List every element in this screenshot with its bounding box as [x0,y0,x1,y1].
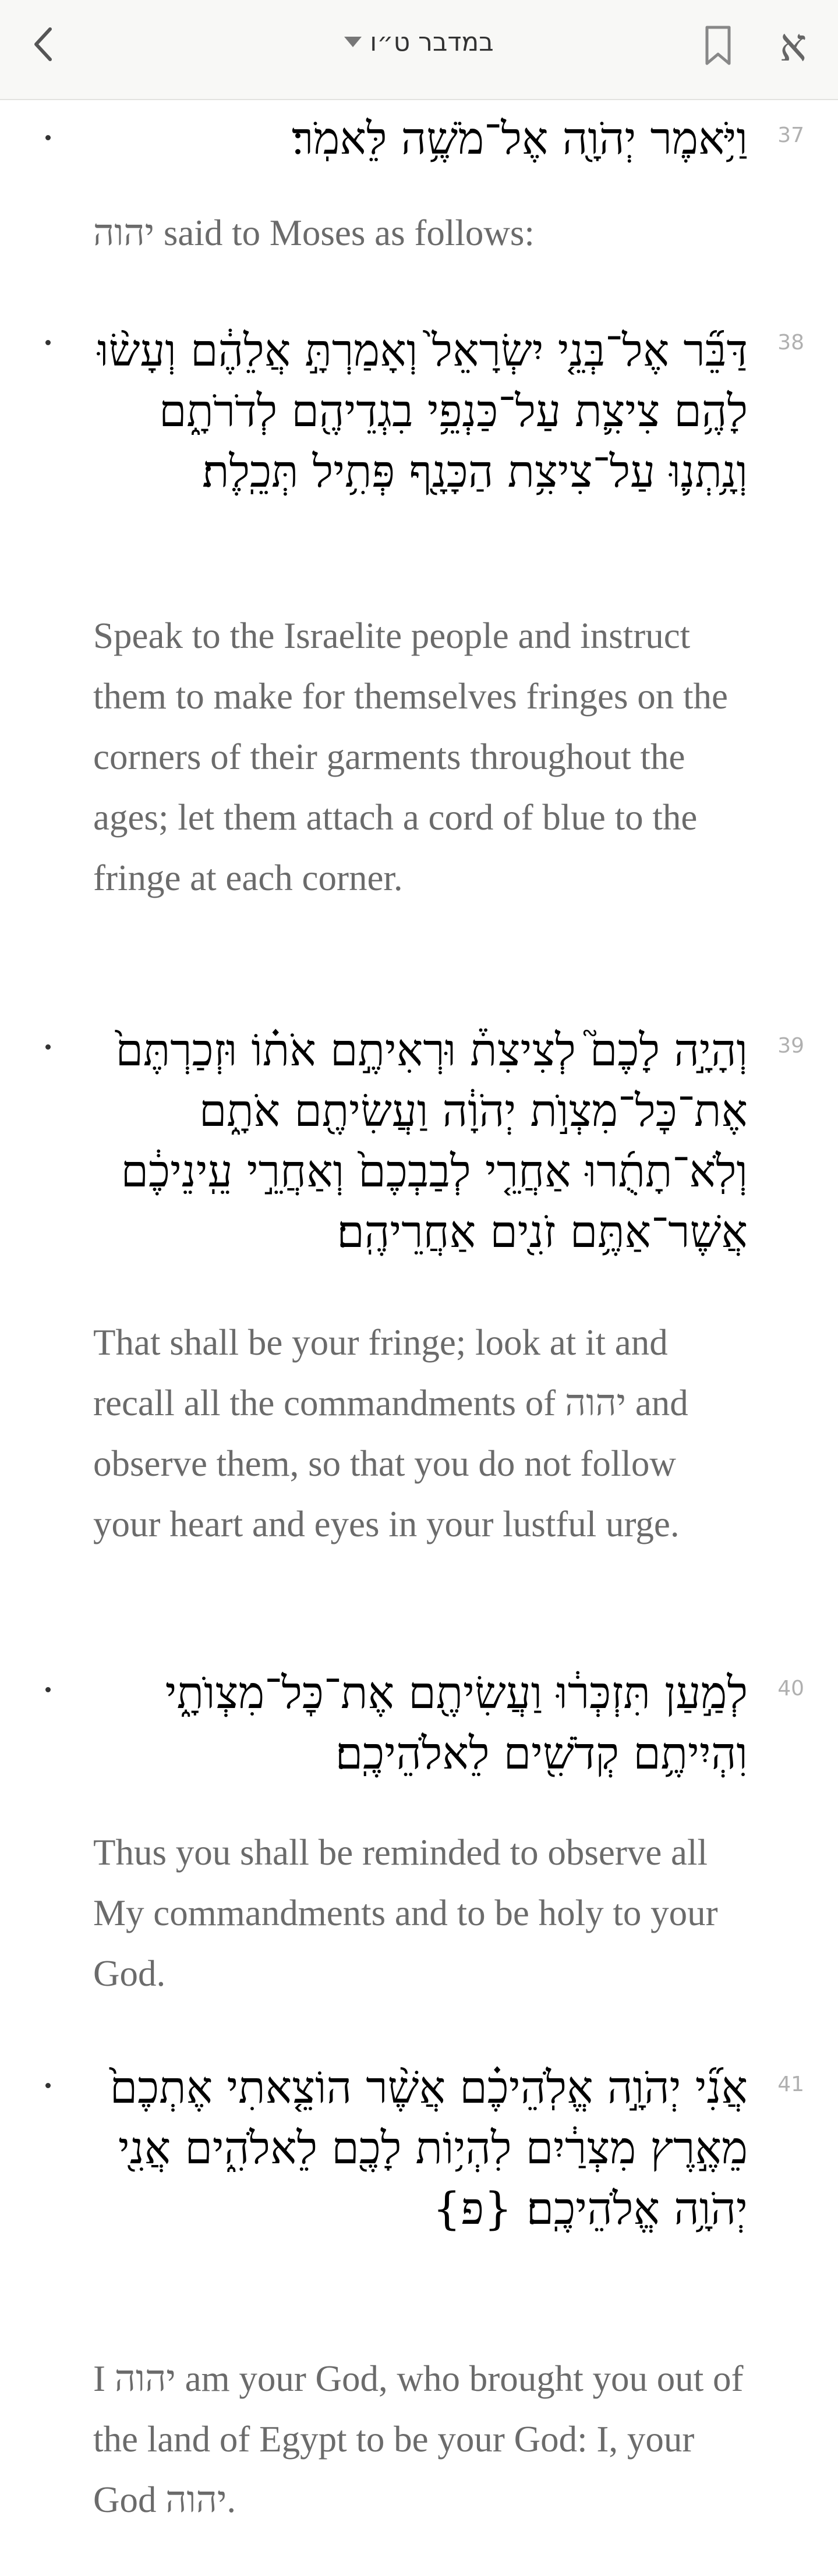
english-verse-text[interactable]: Thus you shall be reminded to observe all My commandments and to be holy to your God. [93,1832,718,1994]
hebrew-verse-text[interactable]: וְהָיָ֣ה לָכֶם֮ לְצִיצִת֒ וּרְאִיתֶ֣ם אֹת֗וֹ וּזְכַרְתֶּם֙ אֶת־כׇּל־מִצְוֺ֣ת יְהֹוָ֔ה וַעֲשִׂיתֶ֖ם אֹתָ֑ם וְלֹֽא־תָתֻ֜רוּ אַחֲרֵ֤י לְבַבְכֶם֙ וְאַחֲרֵ֣י עֵֽינֵיכֶ֔ם אֲשֶׁר־אַתֶּ֥ם זֹנִ֖ים אַחֲרֵיהֶֽם׃ [115,1024,748,1257]
chevron-left-icon [33,27,54,62]
top-bar [0,0,838,100]
verse-dot-icon [45,135,51,140]
english-verse-text[interactable]: I יהוה am your God, who brought you out of the land of Egypt to be your God: I, your God יהוה. [93,2358,744,2520]
english-verse-text[interactable]: That shall be your fringe; look at it and recall all the commandments of יהוה and observe them, so that you do not follow your heart and eyes in your lustful urge. [93,1322,688,1544]
back-button[interactable] [26,22,61,66]
english-verse-text[interactable]: יהוה said to Moses as follows: [93,212,535,253]
verse-dot-icon [45,340,51,345]
bookmark-button[interactable] [699,21,737,70]
verse-number: 40 [777,1677,804,1700]
caret-down-icon [344,37,362,47]
verse-number: 39 [777,1034,804,1058]
verse-number: 38 [777,331,804,355]
hebrew-verse-text[interactable]: אֲנִ֞י יְהֹוָ֣ה אֱלֹֽהֵיכֶ֗ם אֲשֶׁ֨ר הוֹצֵ֤אתִי אֶתְכֶם֙ מֵאֶ֣רֶץ מִצְרַ֔יִם לִהְי֥וֹת לָכֶ֖ם לֵאלֹהִ֑ים אֲנִ֖י יְהֹוָ֥ה אֱלֹהֵיכֶֽם׃ {פ} [109,2061,748,2234]
verse-number: 37 [777,123,804,147]
page-title: במדבר ט״ו [370,27,494,57]
verse-dot-icon [45,2083,51,2088]
bookmark-icon [705,25,731,66]
chapter-selector[interactable] [344,27,493,57]
language-toggle-button[interactable]: א [779,19,807,72]
verse-number: 41 [777,2072,804,2096]
hebrew-verse-text[interactable]: וַיֹּ֥אמֶר יְהֹוָ֖ה אֶל־מֹשֶׁ֥ה לֵּאמֹֽר׃ [291,112,748,164]
hebrew-verse-text[interactable]: דַּבֵּ֞ר אֶל־בְּנֵ֤י יִשְׂרָאֵל֙ וְאָמַרְתָּ֣ אֲלֵהֶ֔ם וְעָשׂ֨וּ לָהֶ֥ם צִיצִ֛ת עַל־כַּנְפֵ֥י בִגְדֵיהֶ֖ם לְדֹרֹתָ֑ם וְנָ֥תְנ֛וּ עַל־צִיצִ֥ת הַכָּנָ֖ף פְּתִ֥יל תְּכֵֽלֶת׃ [97,324,748,497]
english-verse-text[interactable]: Speak to the Israelite people and instruct them to make for themselves fringes on the corners of their garments throughout the ages; let them attach a cord of blue to the fringe at each corner. [93,615,728,898]
hebrew-verse-text[interactable]: לְמַ֣עַן תִּזְכְּר֔וּ וַעֲשִׂיתֶ֖ם אֶת־כׇּל־מִצְוֺתָ֑י וִהְיִיתֶ֥ם קְדֹשִׁ֖ים לֵאלֹהֵיכֶֽם׃ [165,1667,748,1779]
verse-dot-icon [45,1044,51,1050]
verse-dot-icon [45,1687,51,1692]
